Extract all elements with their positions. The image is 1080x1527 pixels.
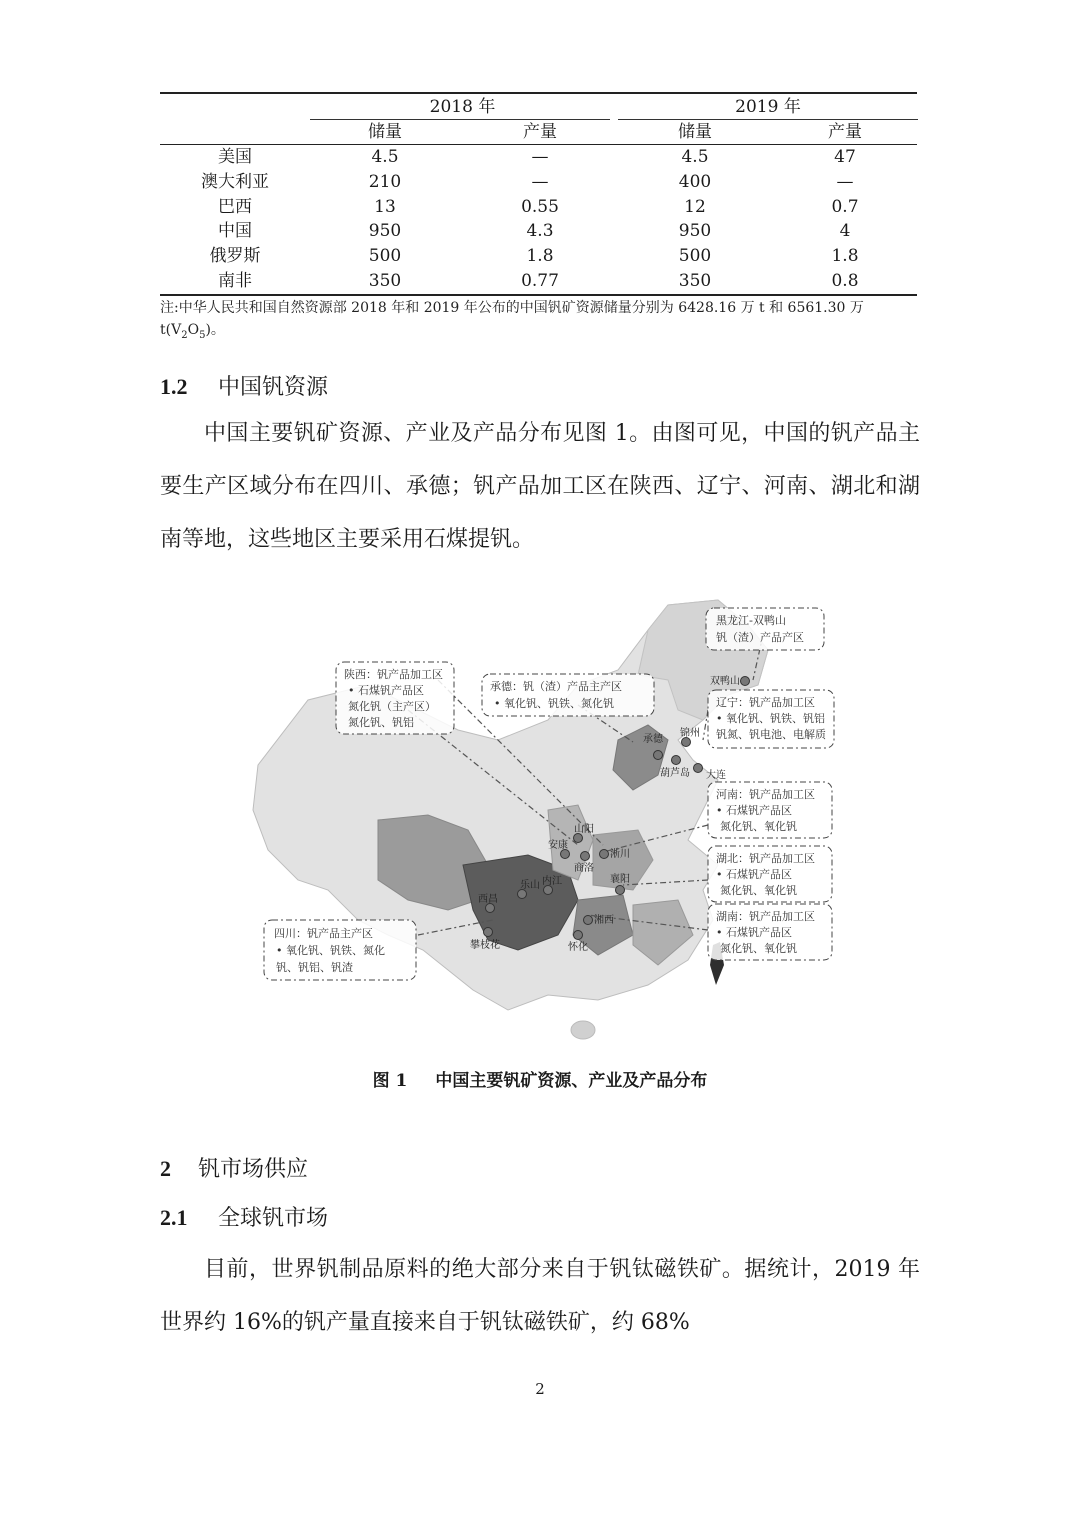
callout-heilongjiang-title: 黑龙江-双鸭山 [716,614,786,627]
table-row-country: 巴西 [218,197,252,217]
table-note [160,297,920,347]
table-cell: 500 [368,246,402,266]
city-label: 淅川 [610,849,630,860]
city-marker [600,850,609,859]
callout-shaanxi-line: • 石煤钒产品区 [348,684,424,697]
callout-shaanxi-line: 氮化钒（主产区） [348,700,436,713]
section-heading-2: 2 钒市场供应 [160,1156,309,1182]
callout-liaoning-title: 辽宁：钒产品加工区 [716,696,815,709]
table-cell: 210 [368,172,402,192]
callout-hunan-line: • 石煤钒产品区 [716,926,792,939]
table-row-country: 澳大利亚 [201,172,269,192]
callout-liaoning-line: • 氧化钒、钒铁、钒铝 [716,712,825,725]
callout-henan-line: 氮化钒、氧化钒 [720,820,797,833]
city-label: 安康 [548,840,568,851]
table-cell: 0.55 [521,197,559,217]
city-marker [741,677,750,686]
table-cell: 4.5 [371,147,399,167]
city-label: 内江 [542,876,562,887]
table-cell: 950 [368,221,402,241]
city-marker [654,751,663,760]
table-bottom-rule [160,294,917,296]
callout-sichuan-line: 钒、钒铝、钒渣 [276,961,353,974]
city-label: 西昌 [478,894,498,905]
city-label: 承德 [643,734,663,745]
callout-sichuan [264,920,416,980]
table-cell: 4.3 [526,221,554,241]
table-cell: 350 [368,271,402,291]
china-map [248,590,848,1060]
table-header-rule [160,144,917,145]
city-marker [616,886,625,895]
table-cell: — [531,172,549,192]
city-marker [584,916,593,925]
subheader-reserve-2018: 储量 [368,122,402,142]
page-number: 2 [535,1380,545,1398]
callout-shaanxi-title: 陕西：钒产品加工区 [344,668,443,681]
table-row-country: 中国 [218,221,252,241]
callout-hubei [708,846,832,902]
callout-heilongjiang [706,608,824,650]
table-cell: 1.8 [831,246,859,266]
callout-henan-title: 河南：钒产品加工区 [716,788,815,801]
city-label: 乐山 [520,880,540,891]
table-cell: 0.7 [831,197,859,217]
table-top-rule [160,92,917,94]
figure-caption-text: 中国主要钒矿资源、产业及产品分布 [435,1071,708,1091]
table-cell: 350 [678,271,712,291]
subheader-reserve-2019: 储量 [678,122,712,142]
city-label: 怀化 [568,942,588,953]
table-note-line1: 注:中华人民共和国自然资源部 2018 年和 2019 年公布的中国钒矿资源储量分别为 6428.16 万 t 和 6561.30 万 [160,300,864,316]
callout-chengde-line: • 氧化钒、钒铁、氮化钒 [494,697,614,710]
callout-shaanxi [336,662,454,734]
callout-heilongjiang-line: 钒（渣）产品产区 [716,631,804,644]
section-1-2-paragraph: 中国主要钒矿资源、产业及产品分布见图 1。由图可见，中国的钒产品主要生产区域分布在四川、承德；钒产品加工区在陕西、辽宁、河南、湖北和湖南等地，这些地区主要采用石煤提钒。 [160,421,920,552]
callout-hubei-line: • 石煤钒产品区 [716,868,792,881]
table-cell: — [836,172,854,192]
city-label: 大连 [706,770,726,781]
city-label: 商洛 [574,863,594,874]
table-cell: 1.8 [526,246,554,266]
table-cell: 12 [684,197,706,217]
section-2-1-paragraph: 目前，世界钒制品原料的绝大部分来自于钒钛磁铁矿。据统计，2019 年世界约 16%的钒产量直接来自于钒钛磁铁矿，约 68% [160,1257,920,1335]
year-rule-2018 [310,119,610,120]
table-cell: 950 [678,221,712,241]
table-note-line2: $t(V_2O_5)$。 [160,322,225,341]
callout-hubei-line: 氮化钒、氧化钒 [720,884,797,897]
table-row-country: 南非 [218,271,252,291]
city-label: 湘西 [594,915,614,926]
city-marker [484,928,493,937]
year-header-2018: 2018 年 [429,97,496,117]
table-row-country: 美国 [218,147,252,167]
city-marker [574,931,583,940]
callout-hunan [708,904,832,960]
section-heading-1-2: 1.2 中国钒资源 [160,374,329,400]
table-cell: 47 [834,147,856,167]
table-cell: 0.8 [831,271,859,291]
callout-hunan-title: 湖南：钒产品加工区 [716,910,815,923]
city-label: 双鸭山 [710,676,740,687]
hainan-island [571,1021,595,1039]
subheader-output-2019: 产量 [828,122,862,142]
table-cell: 0.77 [521,271,559,291]
subheader-output-2018: 产量 [523,122,557,142]
callout-liaoning-line: 钒氮、钒电池、电解质 [716,728,826,741]
year-rule-2019 [618,119,918,120]
table-cell: 4.5 [681,147,709,167]
callout-shaanxi-line: 氮化钒、钒铝 [348,716,414,729]
table-cell: 4 [839,221,851,241]
city-marker [581,852,590,861]
callout-chengde [482,674,654,716]
city-marker [672,756,681,765]
table-cell: 400 [678,172,712,192]
callout-sichuan-line: • 氧化钒、钒铁、氮化 [276,944,385,957]
section-heading-2-1: 2.1 全球钒市场 [160,1205,329,1231]
table-cell: 13 [374,197,396,217]
vanadium-map-figure [248,590,848,1060]
table-cell: 500 [678,246,712,266]
table-row-country: 俄罗斯 [209,246,261,266]
figure-caption [0,1069,1080,1093]
table-cell: — [531,147,549,167]
city-label: 襄阳 [610,874,630,885]
callout-hunan-line: 氮化钒、氧化钒 [720,942,797,955]
callout-chengde-title: 承德：钒（渣）产品主产区 [490,680,622,693]
city-label: 葫芦岛 [660,768,690,779]
city-label: 攀枝花 [470,940,500,951]
figure-caption-number: 图 1 [372,1071,408,1091]
callout-liaoning [708,690,834,748]
callout-sichuan-title: 四川：钒产品主产区 [274,927,373,940]
callout-hubei-title: 湖北：钒产品加工区 [716,852,815,865]
callout-henan-line: • 石煤钒产品区 [716,804,792,817]
city-marker [694,764,703,773]
year-header-2019: 2019 年 [735,97,801,117]
callout-henan [708,782,832,838]
city-label: 山阳 [574,824,594,835]
city-label: 锦州 [680,728,700,739]
